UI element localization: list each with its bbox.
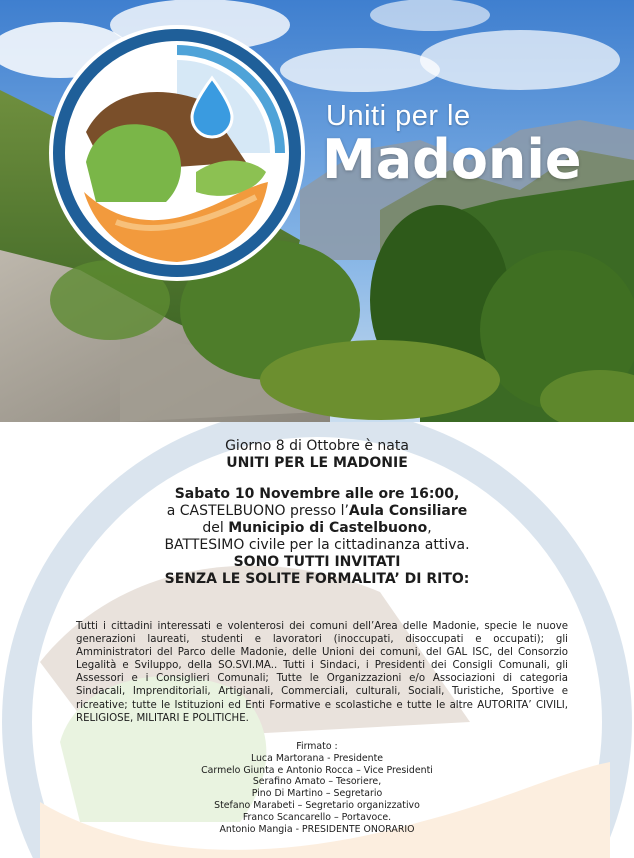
invite-line-2: SENZA LE SOLITE FORMALITA’ DI RITO:	[164, 571, 470, 587]
event-date: Sabato 10 Novembre alle ore 16:00,	[174, 486, 460, 502]
signature-line: Serafino Amato – Tesoriere,	[252, 776, 382, 788]
municipio: Municipio di Castelbuono	[228, 520, 428, 536]
battesimo-line: BATTESIMO civile per la cittadinanza attiva.	[164, 537, 470, 553]
venue: Aula Consiliare	[348, 503, 468, 519]
invitees-paragraph: Tutti i cittadini interessati e volenterosi dei comuni dell’Area delle Madonie, specie le nuove generazioni laureati, studenti e lavoratori (inoccupati, disoccupati e occupati); gli Amministratori del Parco delle Madonie, delle Unioni dei comuni, del GAL ISC, del Consorzio Legalità e Sviluppo, della SO.SVI.MA.. Tutti i Sindaci, i Presidenti dei Consigli Comunali, gli Assessori e i Consiglieri Comunali; Tutte le Organizzazioni e/o Associazioni di categoria Sindacali, Imprenditoriali, Artigianali, Commerciali, culturali, Sociali, Turistiche, Sportive e ricreative; tutte le Istituzioni ed Enti Formative e scolastiche e tutte le altre AUTORITA’ CIVILI, RELIGIOSE, MILITARI E POLITICHE.	[76, 621, 568, 724]
signature-line: Carmelo Giunta e Antonio Rocca – Vice Presidenti	[201, 764, 433, 776]
signatures-block	[0, 741, 634, 835]
signature-line: Antonio Mangia - PRESIDENTE ONORARIO	[219, 823, 415, 835]
signatures-heading: Firmato :	[296, 741, 338, 752]
invite-line-1: SONO TUTTI INVITATI	[233, 554, 401, 570]
signature-line: Pino Di Martino – Segretario	[251, 788, 383, 800]
signature-line: Franco Scancarello – Portavoce.	[242, 811, 392, 823]
announcement-block	[0, 438, 634, 588]
brand-subtitle: Uniti per le	[326, 100, 471, 132]
founding-line: Giorno 8 di Ottobre è nata	[225, 438, 409, 454]
uniti-per-le-madonie-logo	[46, 22, 308, 284]
event-place: a CASTELBUONO presso l’Aula Consiliare	[166, 503, 468, 519]
association-name: UNITI PER LE MADONIE	[226, 455, 408, 471]
brand-title: Madonie	[322, 128, 582, 191]
signature-line: Stefano Marabeti – Segretario organizzativo	[214, 799, 420, 811]
hero-photo	[0, 0, 634, 422]
event-municipio: del Municipio di Castelbuono,	[202, 520, 432, 536]
signature-line: Luca Martorana - Presidente	[250, 752, 384, 764]
